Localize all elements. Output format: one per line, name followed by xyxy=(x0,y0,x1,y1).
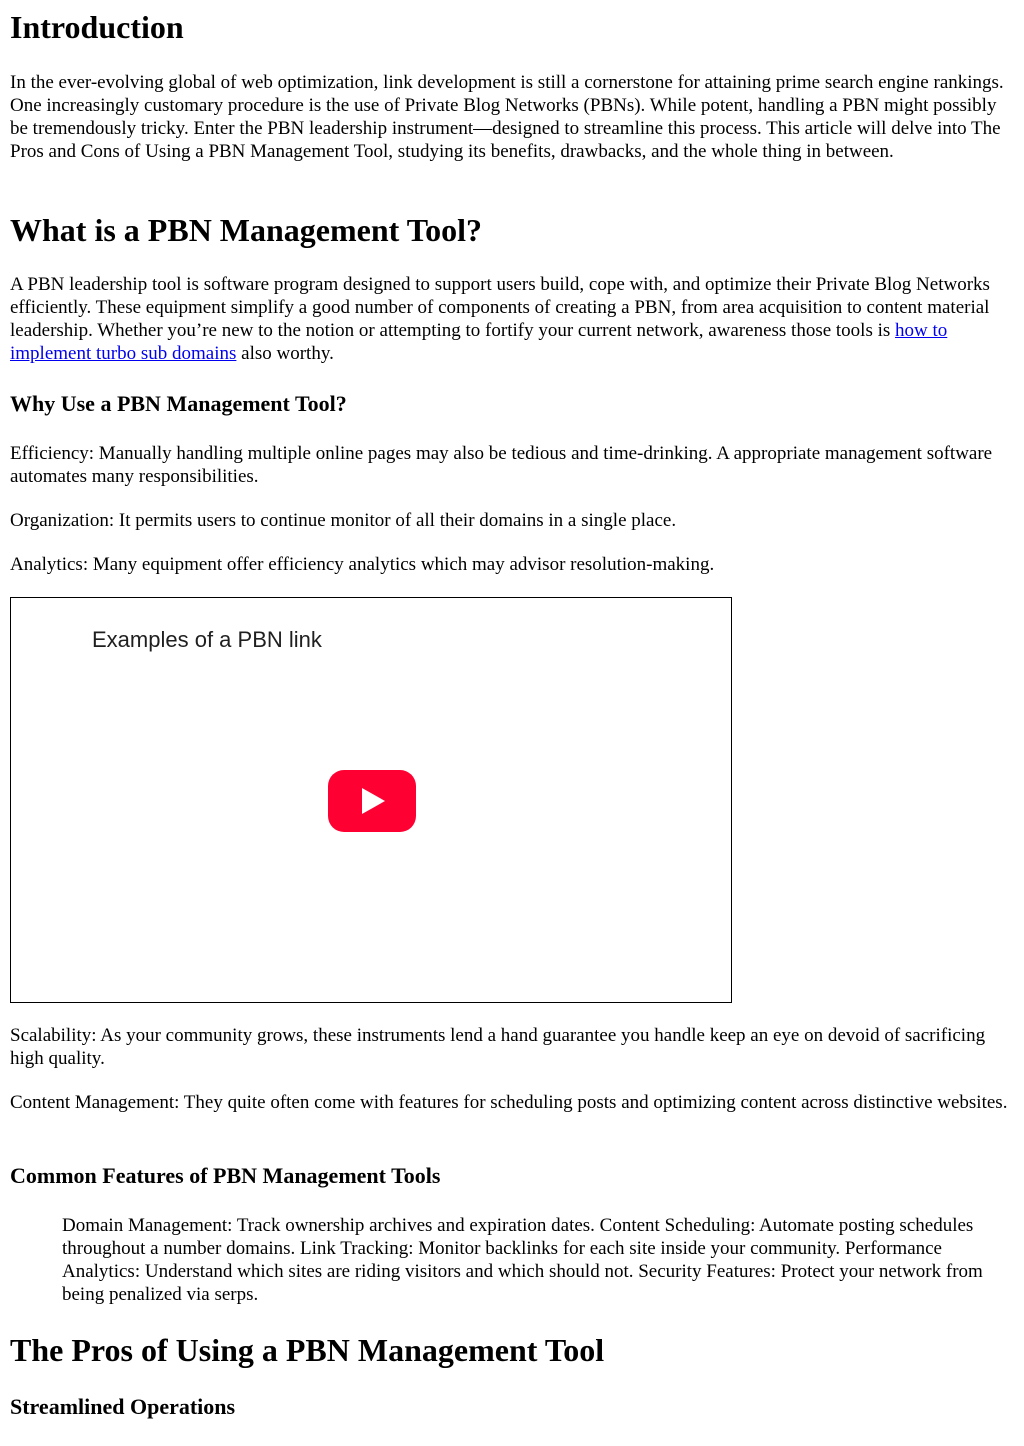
play-icon xyxy=(328,770,416,832)
heading-common-features: Common Features of PBN Management Tools xyxy=(10,1163,441,1188)
paragraph-scalability: Scalability: As your community grows, these instruments lend a hand guarantee you handle keep an eye on devoid of sacrificing high quality. xyxy=(10,1025,986,1069)
paragraph-what-is-pbn-tool xyxy=(10,273,1016,365)
heading-why-use: Why Use a PBN Management Tool? xyxy=(10,391,347,416)
heading-what-is-pbn-tool: What is a PBN Management Tool? xyxy=(10,212,483,248)
play-button[interactable] xyxy=(328,770,416,832)
features-blockquote: Domain Management: Track ownership archives and expiration dates. Content Scheduling: Automate posting schedules throughout a number domains. Link Tracking: Monitor backlinks for each site inside your community. Performance Analytics: Understand which sites are riding visitors and which should not. Security Features: Protect your network from being penalized via serps. xyxy=(62,1215,983,1305)
video-title: Examples of a PBN link xyxy=(92,627,322,652)
video-embed[interactable] xyxy=(10,597,732,1003)
paragraph-content-management: Content Management: They quite often come with features for scheduling posts and optimizing content across distinctive websites. xyxy=(10,1092,1008,1113)
paragraph-introduction: In the ever-evolving global of web optimization, link development is still a cornerstone for attaining prime search engine rankings. One increasingly customary procedure is the use of Private Blog Networks (PBNs). While potent, handling a PBN might possibly be tremendously tricky. Enter the PBN leadership instrument—designed to streamline this process. This article will delve into The Pros and Cons of Using a PBN Management Tool, studying its benefits, drawbacks, and the whole thing in between. xyxy=(10,72,1004,162)
heading-pros: The Pros of Using a PBN Management Tool xyxy=(10,1332,605,1368)
heading-streamlined-operations: Streamlined Operations xyxy=(10,1394,236,1419)
paragraph-text: also worthy. xyxy=(236,343,334,364)
paragraph-text: A PBN leadership tool is software program designed to support users build, cope with, and optimize their Private Blog Networks efficiently. These equipment simplify a good number of components of creating a PBN, from area acquisition to content material leadership. Whether you’re new to the notion or attempting to fortify your current network, awareness those tools is xyxy=(10,274,990,341)
paragraph-organization: Organization: It permits users to continue monitor of all their domains in a single place. xyxy=(10,510,677,531)
paragraph-analytics: Analytics: Many equipment offer efficiency analytics which may advisor resolution-making. xyxy=(10,554,715,575)
paragraph-efficiency: Efficiency: Manually handling multiple online pages may also be tedious and time-drinking. A appropriate management software automates many responsibilities. xyxy=(10,443,993,487)
heading-introduction: Introduction xyxy=(10,9,184,45)
link-turbo-sub-domains[interactable]: how to implement turbo sub domains xyxy=(10,320,948,364)
